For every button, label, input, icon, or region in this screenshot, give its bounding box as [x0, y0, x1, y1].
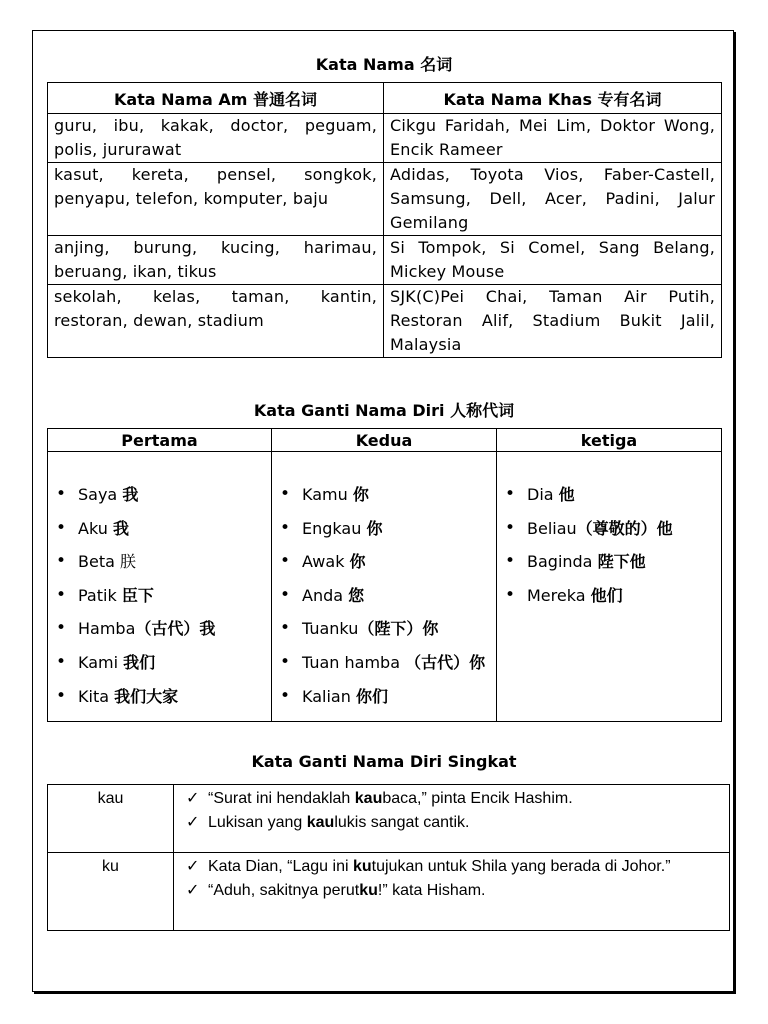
- pronoun-malay: Aku: [78, 518, 108, 538]
- list-item: [56, 646, 265, 680]
- list-item: [56, 545, 265, 579]
- pronoun-chinese: 朕: [120, 552, 137, 572]
- example-text: baca,” pinta Encik Hashim.: [382, 790, 573, 807]
- example-text: tujukan untuk Shila yang berada di Johor.”: [371, 858, 671, 875]
- table-header-row: [48, 429, 722, 452]
- header-pertama: Pertama: [48, 429, 272, 452]
- list-item: [56, 680, 265, 714]
- pronoun-chinese: 你: [349, 552, 366, 572]
- checkmark-icon: ✓: [186, 814, 200, 831]
- cell-am: kasut, kereta, pensel, songkok, penyapu, telefon, komputer, baju: [48, 163, 384, 236]
- pronoun-chinese: 我: [122, 485, 139, 504]
- example-text: Kata Dian, “Lagu ini: [208, 858, 353, 875]
- pronoun-chinese: 我们: [123, 652, 156, 672]
- checkmark-icon: ✓: [186, 882, 200, 899]
- table-row: [48, 285, 722, 358]
- table-row: [48, 163, 722, 236]
- pronoun-malay: Hamba: [78, 619, 136, 639]
- pronoun-chinese: 你: [366, 518, 383, 538]
- table-row: [48, 853, 730, 931]
- pronoun-malay: Tuanku: [302, 619, 359, 639]
- table-header-row: [48, 83, 722, 114]
- example-line: [186, 787, 723, 811]
- list-item: [280, 579, 490, 613]
- section-title-kata-ganti-nama-diri: Kata Ganti Nama Diri 人称代词: [253, 401, 515, 420]
- pronoun-chinese: 我们大家: [114, 686, 179, 706]
- pronoun-chinese: 你: [352, 485, 369, 504]
- example-line: [186, 855, 723, 879]
- example-text: “Aduh, sakitnya perut: [208, 882, 360, 899]
- pronoun-malay: Kita: [78, 686, 110, 706]
- section-title-kata-ganti-nama-diri-singkat: Kata Ganti Nama Diri Singkat: [251, 752, 517, 771]
- table-row: [48, 114, 722, 163]
- list-item: [505, 512, 715, 546]
- kata-ganti-singkat-table: [47, 784, 730, 931]
- pronoun-chinese: （陛下）你: [358, 619, 439, 639]
- kedua-list-cell: [272, 452, 497, 722]
- list-item: [56, 478, 265, 512]
- list-item: [280, 680, 490, 714]
- example-text: !” kata Hisham.: [377, 882, 486, 899]
- pronoun-malay: Mereka: [527, 585, 586, 605]
- section-title-kata-nama: Kata Nama 名词: [315, 55, 453, 74]
- example-text: “Surat ini hendaklah: [208, 790, 355, 807]
- kata-nama-table: [47, 82, 722, 358]
- pronoun-malay: Kalian: [302, 686, 351, 706]
- pronoun-malay: Beta: [78, 552, 115, 572]
- term-cell: kau: [48, 785, 174, 853]
- example-highlight: kau: [306, 814, 335, 831]
- pronoun-chinese: 你们: [355, 686, 388, 706]
- list-item: [56, 579, 265, 613]
- list-item: [505, 545, 715, 579]
- example-highlight: ku: [359, 882, 378, 899]
- pronoun-malay: Saya: [78, 485, 118, 504]
- example-line: [186, 811, 723, 835]
- pronoun-malay: Beliau: [527, 518, 577, 538]
- kedua-list: [280, 478, 490, 713]
- example-highlight: ku: [352, 858, 372, 875]
- example-highlight: kau: [354, 790, 383, 807]
- pronoun-chinese: 陛下他: [597, 552, 646, 572]
- checkmark-icon: ✓: [186, 790, 200, 807]
- header-ketiga: ketiga: [497, 429, 722, 452]
- pronoun-malay: Awak: [302, 552, 345, 572]
- pronoun-malay: Patik: [78, 585, 117, 605]
- pertama-list: [56, 478, 265, 713]
- list-item: [280, 612, 490, 646]
- list-item: [280, 646, 490, 680]
- ketiga-list-cell: [497, 452, 722, 722]
- list-item: [280, 478, 490, 512]
- cell-am: anjing, burung, kucing, harimau, beruang, ikan, tikus: [48, 236, 384, 285]
- cell-khas: Adidas, Toyota Vios, Faber-Castell, Samsung, Dell, Acer, Padini, Jalur Gemilang: [384, 163, 722, 236]
- term-cell: ku: [48, 853, 174, 931]
- pronoun-chinese: （尊敬的）他: [576, 518, 673, 538]
- pronoun-chinese: 臣下: [121, 585, 154, 605]
- cell-khas: SJK(C)Pei Chai, Taman Air Putih, Restoran Alif, Stadium Bukit Jalil, Malaysia: [384, 285, 722, 358]
- pertama-list-cell: [48, 452, 272, 722]
- pronoun-malay: Dia: [527, 485, 554, 504]
- pronoun-chinese: 您: [348, 585, 365, 605]
- kata-ganti-nama-diri-table: [47, 428, 722, 722]
- list-item: [56, 512, 265, 546]
- list-item: [505, 478, 715, 512]
- pronoun-chinese: 他: [558, 485, 575, 504]
- example-text: Lukisan yang: [208, 814, 307, 831]
- list-item: [280, 545, 490, 579]
- table-row: [48, 452, 722, 722]
- cell-am: sekolah, kelas, taman, kantin, restoran, dewan, stadium: [48, 285, 384, 358]
- cell-am: guru, ibu, kakak, doctor, peguam, polis, jururawat: [48, 114, 384, 163]
- pronoun-malay: Engkau: [302, 518, 362, 538]
- header-kata-nama-khas: Kata Nama Khas 专有名词: [384, 83, 722, 114]
- header-kedua: Kedua: [272, 429, 497, 452]
- table-row: [48, 236, 722, 285]
- cell-khas: Cikgu Faridah, Mei Lim, Doktor Wong, Encik Rameer: [384, 114, 722, 163]
- example-text: lukis sangat cantik.: [334, 814, 470, 831]
- header-kata-nama-am: Kata Nama Am 普通名词: [48, 83, 384, 114]
- pronoun-malay: Anda: [302, 585, 344, 605]
- ketiga-list: [505, 478, 715, 612]
- example-line: [186, 879, 723, 903]
- pronoun-chinese: （古代）你: [405, 652, 486, 672]
- examples-cell: [174, 853, 730, 931]
- pronoun-malay: Kamu: [302, 485, 348, 504]
- examples-cell: [174, 785, 730, 853]
- pronoun-malay: Kami: [78, 652, 119, 672]
- list-item: [505, 579, 715, 613]
- pronoun-malay: Baginda: [527, 552, 593, 572]
- list-item: [280, 512, 490, 546]
- cell-khas: Si Tompok, Si Comel, Sang Belang, Mickey Mouse: [384, 236, 722, 285]
- pronoun-chinese: 他们: [590, 585, 623, 605]
- pronoun-chinese: （古代）我: [135, 619, 216, 639]
- table-row: [48, 785, 730, 853]
- pronoun-chinese: 我: [112, 518, 129, 538]
- pronoun-malay: Tuan hamba: [302, 652, 401, 672]
- checkmark-icon: ✓: [186, 858, 200, 875]
- list-item: [56, 612, 265, 646]
